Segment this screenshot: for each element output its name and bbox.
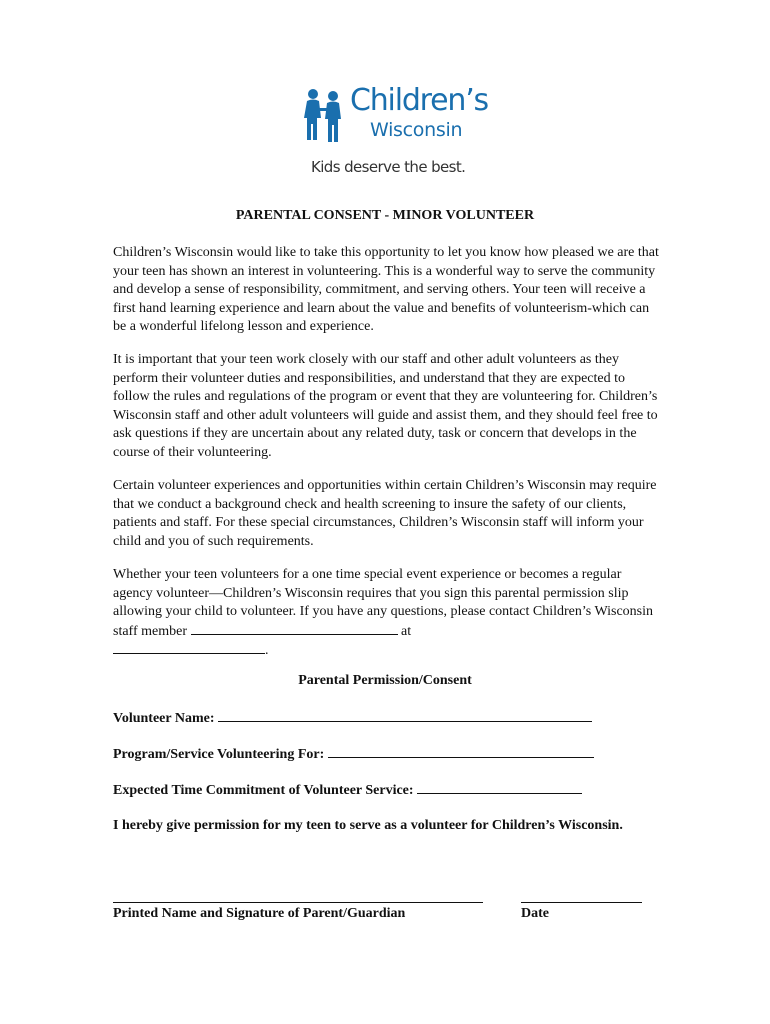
responsibility-paragraph: It is important that your teen work closely with our staff and other adult volunteers as they perform their volunteer duties and responsibilities, and understand that they are expected to follow the rules and regulations of the program or event that they are volunteering for. Children’s Wisconsin staff and other adult volunteers will guide and assist them, and they should feel free to ask questions if they are uncertain about any related duty, task or concern that develops in the course of their volunteering. — [113, 352, 658, 460]
children-figures-icon — [302, 88, 348, 144]
parent-signature-label: Printed Name and Signature of Parent/Guardian — [113, 906, 406, 921]
volunteer-name-field — [113, 709, 673, 727]
contact-info-blank[interactable] — [113, 641, 265, 654]
time-commitment-blank[interactable] — [417, 781, 582, 794]
date-line[interactable] — [521, 902, 642, 903]
date-label: Date — [521, 906, 549, 921]
contact-paragraph — [113, 566, 663, 661]
logo-subname: Wisconsin — [370, 119, 463, 141]
intro-paragraph: Children’s Wisconsin would like to take this opportunity to let you know how pleased we are that your teen has shown an interest in volunteering. This is a wonderful way to serve the community and develop a sense of responsibility, commitment, and serving others. Your teen will receive a first hand learning experience and learn about the value and benefits of volunteerism-which can be a wonderful lifelong lesson and experience. — [113, 245, 659, 335]
program-label: Program/Service Volunteering For: — [113, 747, 325, 762]
program-blank[interactable] — [328, 745, 594, 758]
volunteer-name-blank[interactable] — [218, 709, 592, 722]
page-title: PARENTAL CONSENT - MINOR VOLUNTEER — [235, 208, 535, 223]
logo-tagline: Kids deserve the best. — [311, 158, 466, 176]
staff-member-blank[interactable] — [191, 622, 398, 635]
program-field — [113, 745, 673, 763]
consent-section-title: Parental Permission/Consent — [298, 673, 472, 688]
logo-name: Children’s — [350, 83, 488, 118]
contact-end: . — [265, 643, 269, 659]
time-commitment-field — [113, 781, 673, 799]
permission-statement: I hereby give permission for my teen to serve as a volunteer for Children’s Wisconsin. — [113, 818, 623, 833]
contact-text: Whether your teen volunteers for a one time special event experience or becomes a regular agency volunteer—Children’s Wisconsin requires that you sign this parental permission slip allowing your child to volunteer. If you have any questions, please contact Children’s Wisconsin staff member — [113, 567, 654, 639]
time-commitment-label: Expected Time Commitment of Volunteer Service: — [113, 783, 414, 798]
parent-signature-line[interactable] — [113, 902, 483, 903]
requirements-paragraph: Certain volunteer experiences and opportunities within certain Children’s Wisconsin may require that we conduct a background check and health screening to insure the safety of our clients, patients and staff. For these special circumstances, Children’s Wisconsin staff will inform your child and you of such requirements. — [113, 478, 657, 549]
contact-at: at — [401, 623, 412, 639]
volunteer-name-label: Volunteer Name: — [113, 711, 215, 726]
